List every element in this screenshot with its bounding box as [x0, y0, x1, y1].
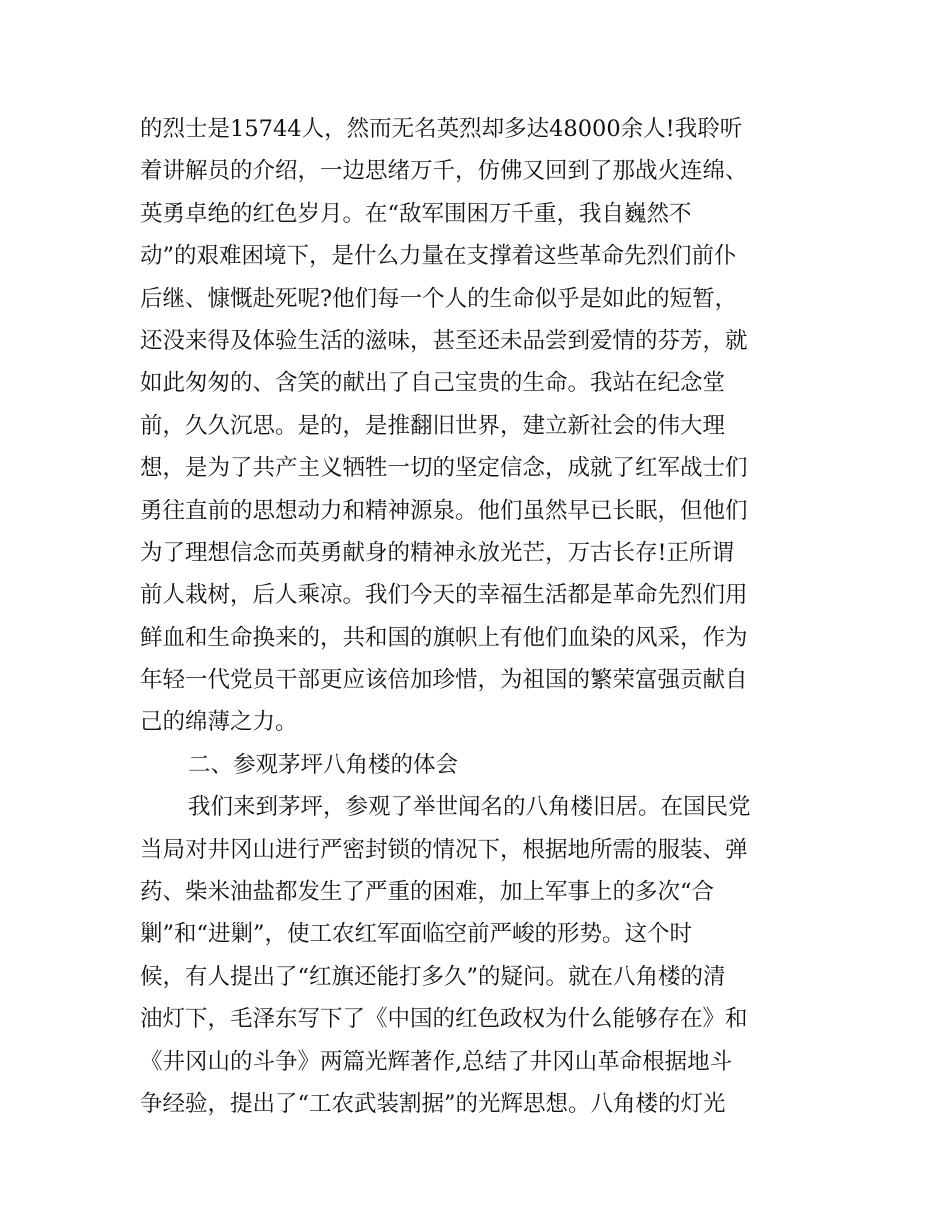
text-line: 后继、慷慨赴死呢?他们每一个人的生命似乎是如此的短暂， [140, 285, 738, 312]
text-line: 为了理想信念而英勇献身的精神永放光芒，万古长存!正所谓 [140, 539, 735, 566]
text-line: 药、柴米油盐都发生了严重的困难，加上军事上的多次“合 [140, 879, 715, 906]
text-line: 英勇卓绝的红色岁月。在“敌军围困万千重，我自巍然不 [140, 200, 692, 227]
text-line: 前，久久沉思。是的，是推翻旧世界，建立新社会的伟大理 [140, 412, 726, 439]
text-line: 己的绵薄之力。 [140, 709, 298, 736]
text-line: 《井冈山的斗争》两篇光辉著作,总结了井冈山革命根据地斗 [140, 1048, 733, 1075]
text-line: 争经验，提出了“工农武装割据”的光辉思想。八角楼的灯光 [140, 1090, 726, 1117]
text-line: 鲜血和生命换来的，共和国的旗帜上有他们血染的风采，作为 [140, 624, 748, 651]
text-line: 如此匆匆的、含笑的献出了自己宝贵的生命。我站在纪念堂 [140, 370, 726, 397]
text-line: 油灯下，毛泽东写下了《中国的红色政权为什么能够存在》和 [140, 1006, 748, 1033]
text-line: 年轻一代党员干部更应该倍加珍惜，为祖国的繁荣富强贡献自 [140, 667, 748, 694]
text-line: 当局对井冈山进行严密封锁的情况下，根据地所需的服装、弹 [140, 836, 748, 863]
text-line: 我们来到茅坪，参观了举世闻名的八角楼旧居。在国民党 [188, 794, 751, 821]
document-body [140, 108, 820, 1125]
text-line: 剿”和“进剿”，使工农红军面临空前严峻的形势。这个时 [140, 921, 693, 948]
text-line: 前人栽树，后人乘凉。我们今天的幸福生活都是革命先烈们用 [140, 582, 748, 609]
text-line: 候，有人提出了“红旗还能打多久”的疑问。就在八角楼的清 [140, 963, 726, 990]
text-line: 的烈士是15744人，然而无名英烈却多达48000余人!我聆听 [140, 116, 743, 142]
text-line: 动”的艰难困境下，是什么力量在支撑着这些革命先烈们前仆 [140, 243, 737, 270]
text-line: 还没来得及体验生活的滋味，甚至还未品尝到爱情的芬芳，就 [140, 327, 748, 354]
text-line: 二、参观茅坪八角楼的体会 [188, 751, 459, 778]
text-line: 勇往直前的思想动力和精神源泉。他们虽然早已长眠，但他们 [140, 497, 748, 524]
text-line: 着讲解员的介绍，一边思绪万千，仿佛又回到了那战火连绵、 [140, 158, 748, 185]
text-line: 想，是为了共产主义牺牲一切的坚定信念，成就了红军战士们 [140, 455, 748, 482]
